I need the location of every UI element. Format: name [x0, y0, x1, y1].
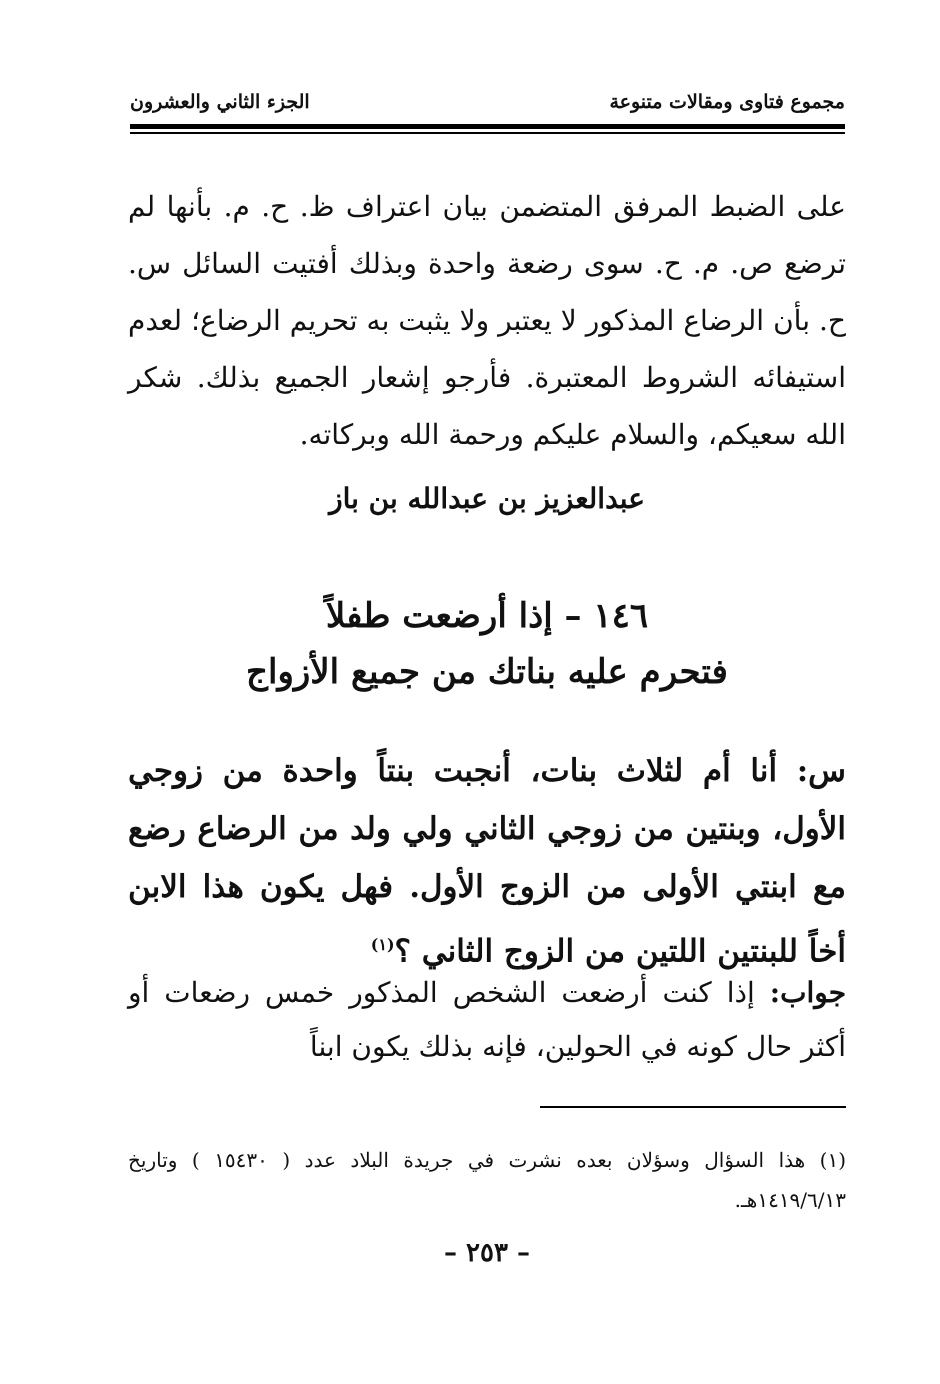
footnote-reference[interactable]: (١) [370, 935, 395, 954]
running-header [130, 84, 845, 120]
answer-paragraph [128, 966, 846, 1074]
signature: عبدالعزيز بن عبدالله بن باز [329, 482, 645, 515]
body-paragraph: على الضبط المرفق المتضمن بيان اعتراف ظ. ح. م. بأنها لم ترضع ص. م. ح. سوى رضعة واحدة وبذلك أفتيت السائل س. ح. بأن الرضاع المذكور لا يعتبر ولا يثبت به تحريم الرضاع؛ لعدم استيفائه الشروط المعتبرة. فأرجو إشعار الجميع بذلك. شكر الله سعيكم، والسلام عليكم ورحمة الله وبركاته. [128, 190, 846, 451]
heading-line-2: فتحرم عليه بناتك من جميع الأزواج [246, 652, 728, 692]
answer-label: جواب: [769, 976, 846, 1009]
book-title: مجموع فتاوى ومقالات متنوعة [609, 91, 845, 113]
volume-title: الجزء الثاني والعشرون [130, 91, 310, 113]
header-rule-thin [130, 132, 845, 134]
footnote: (١) هذا السؤال وسؤلان بعده نشرت في جريدة البلاد عدد ( ١٥٤٣٠ ) وتاريخ ١٤١٩/٦/١٣هـ. [128, 1148, 846, 1212]
question-text: س: أنا أم لثلاث بنات، أنجبت بنتاً واحدة من زوجي الأول، وبنتين من زوجي الثاني ولي ولد من الرضاع رضع مع ابنتي الأولى من الزوج الأول. فهل يكون هذا الابن أخاً للبنتين اللتين من الزوج الثاني ؟ [128, 753, 846, 970]
heading-line-1: ١٤٦ – إذا أرضعت طفلاً [325, 596, 649, 636]
header-rule-thick [130, 124, 845, 129]
fatwa-heading [128, 588, 846, 700]
answer-text: إذا كنت أرضعت الشخص المذكور خمس رضعات أو أكثر حال كونه في الحولين، فإنه بذلك يكون ابناً [128, 976, 846, 1063]
question-paragraph [128, 742, 846, 980]
page-number: – ٢٥٣ – [443, 1238, 531, 1268]
footnote-rule [540, 1106, 846, 1108]
